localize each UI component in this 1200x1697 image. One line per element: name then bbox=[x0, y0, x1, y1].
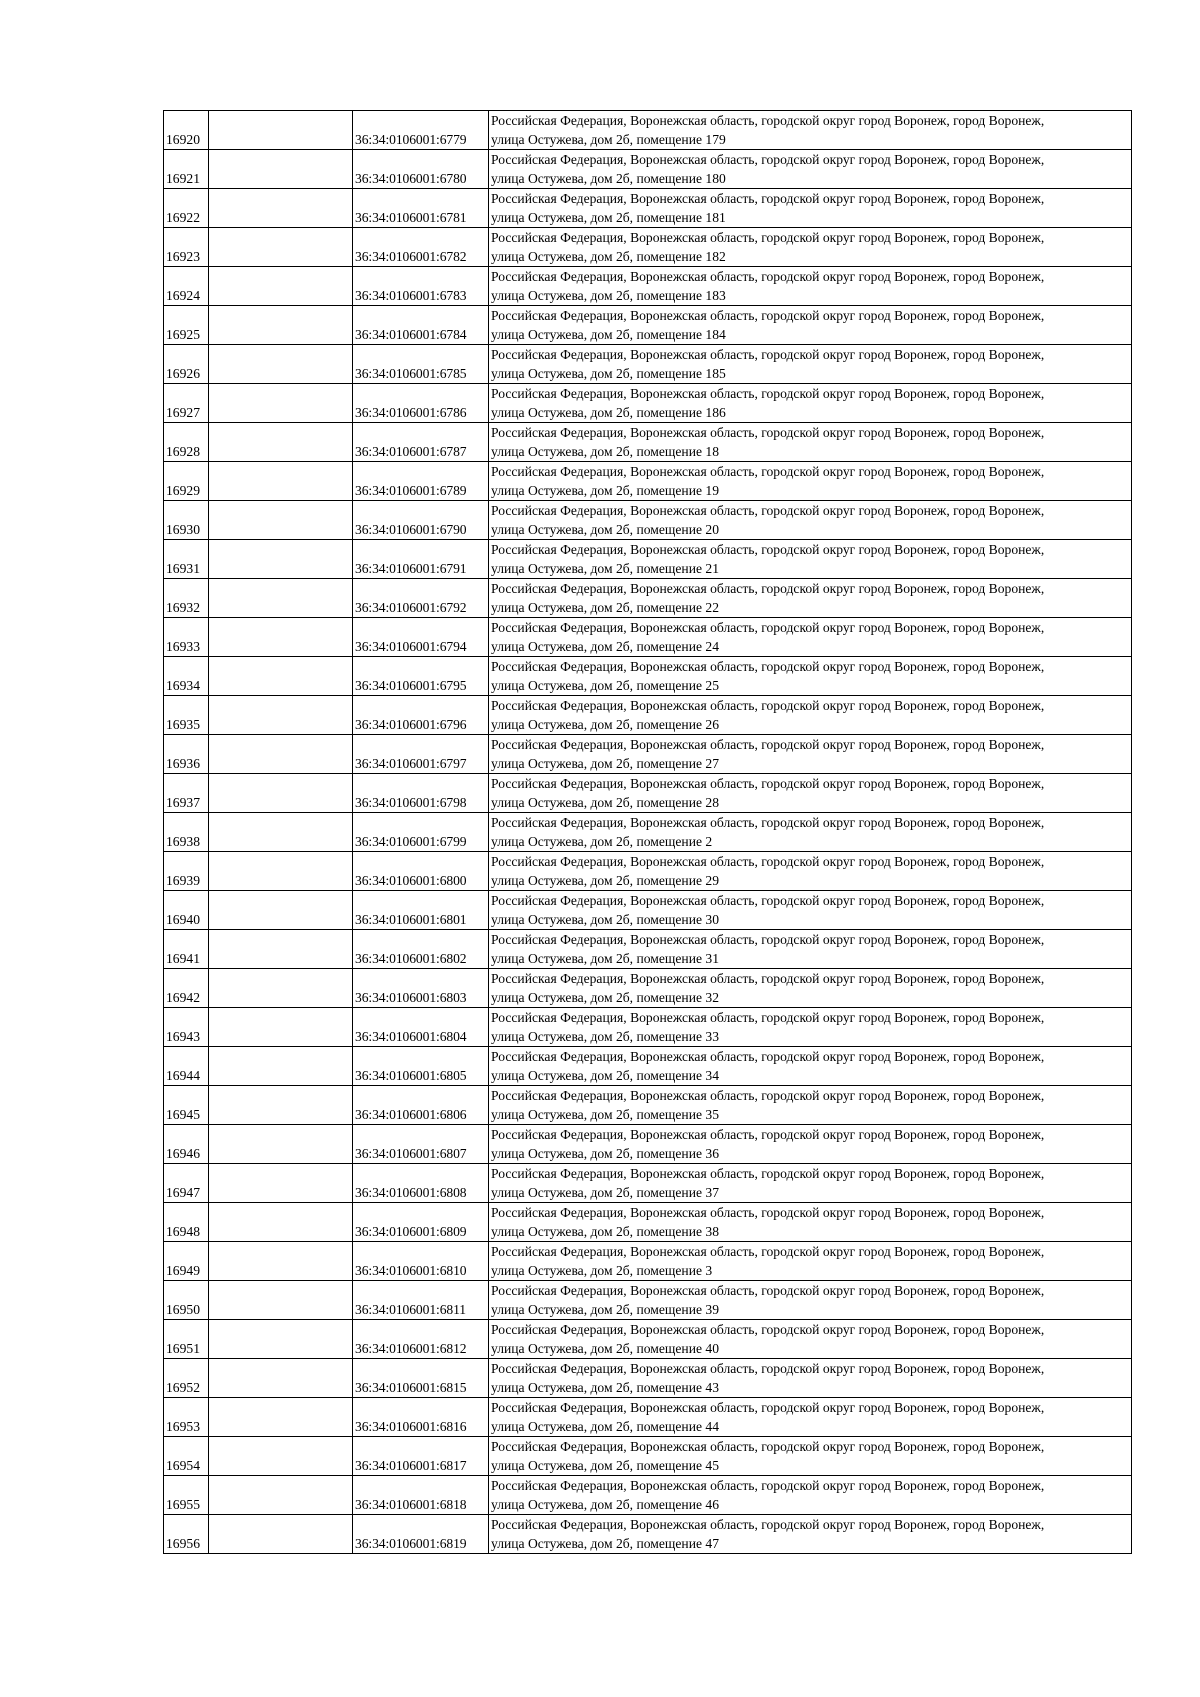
row-number: 16944 bbox=[164, 1047, 209, 1086]
cadastral-number: 36:34:0106001:6792 bbox=[353, 579, 489, 618]
cadastral-number: 36:34:0106001:6810 bbox=[353, 1242, 489, 1281]
address-line-street: улица Остужева, дом 2б, помещение 18 bbox=[491, 444, 719, 459]
address-line-region: Российская Федерация, Воронежская область, городской округ город Воронеж, город Воронеж, bbox=[491, 893, 1045, 908]
cadastral-number: 36:34:0106001:6797 bbox=[353, 735, 489, 774]
empty-cell bbox=[209, 618, 353, 657]
cadastral-number: 36:34:0106001:6804 bbox=[353, 1008, 489, 1047]
table-row bbox=[164, 1242, 1132, 1281]
address-line-street: улица Остужева, дом 2б, помещение 37 bbox=[491, 1185, 719, 1200]
table-row bbox=[164, 1047, 1132, 1086]
table-row bbox=[164, 1398, 1132, 1437]
empty-cell bbox=[209, 462, 353, 501]
address-line-region: Российская Федерация, Воронежская область, городской округ город Воронеж, город Воронеж, bbox=[491, 542, 1045, 557]
address-line-street: улица Остужева, дом 2б, помещение 28 bbox=[491, 795, 719, 810]
address-line-region: Российская Федерация, Воронежская область, городской округ город Воронеж, город Воронеж, bbox=[491, 347, 1045, 362]
address-line-region: Российская Федерация, Воронежская область, городской округ город Воронеж, город Воронеж, bbox=[491, 620, 1045, 635]
address-line-region: Российская Федерация, Воронежская область, городской округ город Воронеж, город Воронеж, bbox=[491, 386, 1045, 401]
table-row bbox=[164, 1320, 1132, 1359]
address-cell bbox=[489, 1320, 1132, 1359]
address-cell bbox=[489, 1203, 1132, 1242]
table-row bbox=[164, 306, 1132, 345]
table-row bbox=[164, 423, 1132, 462]
table-row bbox=[164, 891, 1132, 930]
empty-cell bbox=[209, 1515, 353, 1554]
address-line-street: улица Остужева, дом 2б, помещение 181 bbox=[491, 210, 726, 225]
address-line-region: Российская Федерация, Воронежская область, городской округ город Воронеж, город Воронеж, bbox=[491, 698, 1045, 713]
address-line-street: улица Остужева, дом 2б, помещение 2 bbox=[491, 834, 713, 849]
cadastral-number: 36:34:0106001:6819 bbox=[353, 1515, 489, 1554]
address-cell bbox=[489, 696, 1132, 735]
empty-cell bbox=[209, 384, 353, 423]
row-number: 16922 bbox=[164, 189, 209, 228]
table-row bbox=[164, 345, 1132, 384]
row-number: 16955 bbox=[164, 1476, 209, 1515]
address-line-street: улица Остужева, дом 2б, помещение 47 bbox=[491, 1536, 719, 1551]
address-line-region: Российская Федерация, Воронежская область, городской округ город Воронеж, город Воронеж, bbox=[491, 1322, 1045, 1337]
cadastral-number: 36:34:0106001:6818 bbox=[353, 1476, 489, 1515]
empty-cell bbox=[209, 696, 353, 735]
address-line-region: Российская Федерация, Воронежская область, городской округ город Воронеж, город Воронеж, bbox=[491, 581, 1045, 596]
address-cell bbox=[489, 306, 1132, 345]
table-row bbox=[164, 1437, 1132, 1476]
address-cell bbox=[489, 1515, 1132, 1554]
row-number: 16938 bbox=[164, 813, 209, 852]
cadastral-number: 36:34:0106001:6799 bbox=[353, 813, 489, 852]
address-cell bbox=[489, 618, 1132, 657]
cadastral-number: 36:34:0106001:6785 bbox=[353, 345, 489, 384]
address-line-region: Российская Федерация, Воронежская область, городской округ город Воронеж, город Воронеж, bbox=[491, 1400, 1045, 1415]
empty-cell bbox=[209, 1086, 353, 1125]
table-row bbox=[164, 501, 1132, 540]
row-number: 16930 bbox=[164, 501, 209, 540]
row-number: 16935 bbox=[164, 696, 209, 735]
cadastral-number: 36:34:0106001:6784 bbox=[353, 306, 489, 345]
address-line-street: улица Остужева, дом 2б, помещение 186 bbox=[491, 405, 726, 420]
address-line-region: Российская Федерация, Воронежская область, городской округ город Воронеж, город Воронеж, bbox=[491, 1517, 1045, 1532]
cadastral-number: 36:34:0106001:6780 bbox=[353, 150, 489, 189]
address-cell bbox=[489, 1086, 1132, 1125]
address-line-street: улица Остужева, дом 2б, помещение 25 bbox=[491, 678, 719, 693]
cadastral-number: 36:34:0106001:6816 bbox=[353, 1398, 489, 1437]
cadastral-number: 36:34:0106001:6812 bbox=[353, 1320, 489, 1359]
address-line-street: улица Остужева, дом 2б, помещение 21 bbox=[491, 561, 719, 576]
address-line-street: улица Остужева, дом 2б, помещение 39 bbox=[491, 1302, 719, 1317]
cadastral-number: 36:34:0106001:6795 bbox=[353, 657, 489, 696]
cadastral-number: 36:34:0106001:6790 bbox=[353, 501, 489, 540]
address-cell bbox=[489, 891, 1132, 930]
cadastral-number: 36:34:0106001:6794 bbox=[353, 618, 489, 657]
table-row bbox=[164, 774, 1132, 813]
cadastral-number: 36:34:0106001:6803 bbox=[353, 969, 489, 1008]
address-cell bbox=[489, 1008, 1132, 1047]
cadastral-number: 36:34:0106001:6796 bbox=[353, 696, 489, 735]
row-number: 16934 bbox=[164, 657, 209, 696]
address-line-region: Российская Федерация, Воронежская область, городской округ город Воронеж, город Воронеж, bbox=[491, 1361, 1045, 1376]
cadastral-number: 36:34:0106001:6787 bbox=[353, 423, 489, 462]
row-number: 16928 bbox=[164, 423, 209, 462]
address-line-region: Российская Федерация, Воронежская область, городской округ город Воронеж, город Воронеж, bbox=[491, 152, 1045, 167]
address-cell bbox=[489, 1125, 1132, 1164]
address-line-street: улица Остужева, дом 2б, помещение 35 bbox=[491, 1107, 719, 1122]
address-cell bbox=[489, 735, 1132, 774]
address-line-region: Российская Федерация, Воронежская область, городской округ город Воронеж, город Воронеж, bbox=[491, 1244, 1045, 1259]
address-line-region: Российская Федерация, Воронежская область, городской округ город Воронеж, город Воронеж, bbox=[491, 659, 1045, 674]
address-line-region: Российская Федерация, Воронежская область, городской округ город Воронеж, город Воронеж, bbox=[491, 1478, 1045, 1493]
row-number: 16951 bbox=[164, 1320, 209, 1359]
cadastral-number: 36:34:0106001:6817 bbox=[353, 1437, 489, 1476]
table-row bbox=[164, 852, 1132, 891]
address-line-region: Российская Федерация, Воронежская область, городской округ город Воронеж, город Воронеж, bbox=[491, 113, 1045, 128]
address-line-street: улица Остужева, дом 2б, помещение 184 bbox=[491, 327, 726, 342]
cadastral-number: 36:34:0106001:6800 bbox=[353, 852, 489, 891]
empty-cell bbox=[209, 1008, 353, 1047]
empty-cell bbox=[209, 891, 353, 930]
address-cell bbox=[489, 228, 1132, 267]
address-line-region: Российская Федерация, Воронежская область, городской округ город Воронеж, город Воронеж, bbox=[491, 1166, 1045, 1181]
cadastral-number: 36:34:0106001:6779 bbox=[353, 111, 489, 150]
address-cell bbox=[489, 1047, 1132, 1086]
row-number: 16950 bbox=[164, 1281, 209, 1320]
empty-cell bbox=[209, 969, 353, 1008]
address-line-region: Российская Федерация, Воронежская область, городской округ город Воронеж, город Воронеж, bbox=[491, 308, 1045, 323]
empty-cell bbox=[209, 579, 353, 618]
row-number: 16956 bbox=[164, 1515, 209, 1554]
address-cell bbox=[489, 852, 1132, 891]
table-row bbox=[164, 384, 1132, 423]
address-cell bbox=[489, 1242, 1132, 1281]
address-line-region: Российская Федерация, Воронежская область, городской округ город Воронеж, город Воронеж, bbox=[491, 191, 1045, 206]
address-line-region: Российская Федерация, Воронежская область, городской округ город Воронеж, город Воронеж, bbox=[491, 1205, 1045, 1220]
address-line-street: улица Остужева, дом 2б, помещение 44 bbox=[491, 1419, 719, 1434]
address-line-region: Российская Федерация, Воронежская область, городской округ город Воронеж, город Воронеж, bbox=[491, 932, 1045, 947]
address-cell bbox=[489, 267, 1132, 306]
table-row bbox=[164, 1086, 1132, 1125]
address-cell bbox=[489, 150, 1132, 189]
empty-cell bbox=[209, 150, 353, 189]
address-cell bbox=[489, 1164, 1132, 1203]
empty-cell bbox=[209, 930, 353, 969]
empty-cell bbox=[209, 306, 353, 345]
row-number: 16943 bbox=[164, 1008, 209, 1047]
table-row bbox=[164, 930, 1132, 969]
address-line-region: Российская Федерация, Воронежская область, городской округ город Воронеж, город Воронеж, bbox=[491, 425, 1045, 440]
empty-cell bbox=[209, 540, 353, 579]
empty-cell bbox=[209, 735, 353, 774]
address-cell bbox=[489, 1359, 1132, 1398]
empty-cell bbox=[209, 423, 353, 462]
address-line-region: Российская Федерация, Воронежская область, городской округ город Воронеж, город Воронеж, bbox=[491, 1127, 1045, 1142]
address-cell bbox=[489, 111, 1132, 150]
address-line-street: улица Остужева, дом 2б, помещение 40 bbox=[491, 1341, 719, 1356]
address-line-region: Российская Федерация, Воронежская область, городской округ город Воронеж, город Воронеж, bbox=[491, 776, 1045, 791]
empty-cell bbox=[209, 1203, 353, 1242]
row-number: 16942 bbox=[164, 969, 209, 1008]
address-line-street: улица Остужева, дом 2б, помещение 31 bbox=[491, 951, 719, 966]
row-number: 16926 bbox=[164, 345, 209, 384]
address-line-street: улица Остужева, дом 2б, помещение 33 bbox=[491, 1029, 719, 1044]
table-row bbox=[164, 1515, 1132, 1554]
row-number: 16945 bbox=[164, 1086, 209, 1125]
table-row bbox=[164, 1125, 1132, 1164]
address-line-region: Российская Федерация, Воронежская область, городской округ город Воронеж, город Воронеж, bbox=[491, 230, 1045, 245]
address-line-region: Российская Федерация, Воронежская область, городской округ город Воронеж, город Воронеж, bbox=[491, 971, 1045, 986]
row-number: 16946 bbox=[164, 1125, 209, 1164]
row-number: 16941 bbox=[164, 930, 209, 969]
empty-cell bbox=[209, 1242, 353, 1281]
empty-cell bbox=[209, 1047, 353, 1086]
table-row bbox=[164, 150, 1132, 189]
address-line-street: улица Остужева, дом 2б, помещение 36 bbox=[491, 1146, 719, 1161]
empty-cell bbox=[209, 1281, 353, 1320]
table-row bbox=[164, 618, 1132, 657]
address-line-street: улица Остужева, дом 2б, помещение 179 bbox=[491, 132, 726, 147]
address-line-street: улица Остужева, дом 2б, помещение 185 bbox=[491, 366, 726, 381]
address-cell bbox=[489, 189, 1132, 228]
cadastral-number: 36:34:0106001:6786 bbox=[353, 384, 489, 423]
cadastral-number: 36:34:0106001:6807 bbox=[353, 1125, 489, 1164]
address-line-street: улица Остужева, дом 2б, помещение 46 bbox=[491, 1497, 719, 1512]
address-cell bbox=[489, 462, 1132, 501]
row-number: 16940 bbox=[164, 891, 209, 930]
row-number: 16932 bbox=[164, 579, 209, 618]
address-line-region: Российская Федерация, Воронежская область, городской округ город Воронеж, город Воронеж, bbox=[491, 854, 1045, 869]
address-cell bbox=[489, 969, 1132, 1008]
address-line-street: улица Остужева, дом 2б, помещение 38 bbox=[491, 1224, 719, 1239]
address-line-street: улица Остужева, дом 2б, помещение 180 bbox=[491, 171, 726, 186]
row-number: 16925 bbox=[164, 306, 209, 345]
address-cell bbox=[489, 813, 1132, 852]
address-line-region: Российская Федерация, Воронежская область, городской округ город Воронеж, город Воронеж, bbox=[491, 815, 1045, 830]
address-line-region: Российская Федерация, Воронежская область, городской округ город Воронеж, город Воронеж, bbox=[491, 269, 1045, 284]
address-line-region: Российская Федерация, Воронежская область, городской округ город Воронеж, город Воронеж, bbox=[491, 1088, 1045, 1103]
table-row bbox=[164, 696, 1132, 735]
empty-cell bbox=[209, 1398, 353, 1437]
table-row bbox=[164, 579, 1132, 618]
address-line-street: улица Остужева, дом 2б, помещение 27 bbox=[491, 756, 719, 771]
row-number: 16933 bbox=[164, 618, 209, 657]
address-cell bbox=[489, 1398, 1132, 1437]
table-row bbox=[164, 969, 1132, 1008]
row-number: 16927 bbox=[164, 384, 209, 423]
address-line-street: улица Остужева, дом 2б, помещение 29 bbox=[491, 873, 719, 888]
table-row bbox=[164, 735, 1132, 774]
address-line-street: улица Остужева, дом 2б, помещение 19 bbox=[491, 483, 719, 498]
address-line-street: улица Остужева, дом 2б, помещение 32 bbox=[491, 990, 719, 1005]
cadastral-number: 36:34:0106001:6789 bbox=[353, 462, 489, 501]
empty-cell bbox=[209, 189, 353, 228]
property-registry-table bbox=[163, 110, 1132, 1554]
address-line-street: улица Остужева, дом 2б, помещение 26 bbox=[491, 717, 719, 732]
row-number: 16947 bbox=[164, 1164, 209, 1203]
row-number: 16954 bbox=[164, 1437, 209, 1476]
table-row bbox=[164, 1008, 1132, 1047]
table-row bbox=[164, 1164, 1132, 1203]
empty-cell bbox=[209, 501, 353, 540]
address-line-street: улица Остужева, дом 2б, помещение 43 bbox=[491, 1380, 719, 1395]
empty-cell bbox=[209, 1320, 353, 1359]
cadastral-number: 36:34:0106001:6798 bbox=[353, 774, 489, 813]
table-row bbox=[164, 1476, 1132, 1515]
cadastral-number: 36:34:0106001:6791 bbox=[353, 540, 489, 579]
cadastral-number: 36:34:0106001:6782 bbox=[353, 228, 489, 267]
address-line-street: улица Остужева, дом 2б, помещение 22 bbox=[491, 600, 719, 615]
cadastral-number: 36:34:0106001:6811 bbox=[353, 1281, 489, 1320]
address-line-region: Российская Федерация, Воронежская область, городской округ город Воронеж, город Воронеж, bbox=[491, 737, 1045, 752]
empty-cell bbox=[209, 852, 353, 891]
empty-cell bbox=[209, 813, 353, 852]
registry-table-body bbox=[164, 111, 1132, 1554]
row-number: 16936 bbox=[164, 735, 209, 774]
table-row bbox=[164, 1203, 1132, 1242]
address-line-region: Российская Федерация, Воронежская область, городской округ город Воронеж, город Воронеж, bbox=[491, 1439, 1045, 1454]
empty-cell bbox=[209, 1359, 353, 1398]
address-line-region: Российская Федерация, Воронежская область, городской округ город Воронеж, город Воронеж, bbox=[491, 1283, 1045, 1298]
table-row bbox=[164, 462, 1132, 501]
address-line-street: улица Остужева, дом 2б, помещение 45 bbox=[491, 1458, 719, 1473]
row-number: 16920 bbox=[164, 111, 209, 150]
address-line-street: улица Остужева, дом 2б, помещение 183 bbox=[491, 288, 726, 303]
address-cell bbox=[489, 1281, 1132, 1320]
address-line-street: улица Остужева, дом 2б, помещение 30 bbox=[491, 912, 719, 927]
row-number: 16931 bbox=[164, 540, 209, 579]
table-row bbox=[164, 111, 1132, 150]
address-line-region: Российская Федерация, Воронежская область, городской округ город Воронеж, город Воронеж, bbox=[491, 1049, 1045, 1064]
address-cell bbox=[489, 501, 1132, 540]
address-cell bbox=[489, 657, 1132, 696]
row-number: 16924 bbox=[164, 267, 209, 306]
table-row bbox=[164, 1359, 1132, 1398]
cadastral-number: 36:34:0106001:6783 bbox=[353, 267, 489, 306]
empty-cell bbox=[209, 111, 353, 150]
row-number: 16923 bbox=[164, 228, 209, 267]
address-cell bbox=[489, 540, 1132, 579]
cadastral-number: 36:34:0106001:6808 bbox=[353, 1164, 489, 1203]
cadastral-number: 36:34:0106001:6801 bbox=[353, 891, 489, 930]
address-line-region: Российская Федерация, Воронежская область, городской округ город Воронеж, город Воронеж, bbox=[491, 503, 1045, 518]
cadastral-number: 36:34:0106001:6802 bbox=[353, 930, 489, 969]
row-number: 16953 bbox=[164, 1398, 209, 1437]
empty-cell bbox=[209, 1125, 353, 1164]
table-row bbox=[164, 267, 1132, 306]
empty-cell bbox=[209, 1437, 353, 1476]
address-line-street: улица Остужева, дом 2б, помещение 182 bbox=[491, 249, 726, 264]
address-line-region: Российская Федерация, Воронежская область, городской округ город Воронеж, город Воронеж, bbox=[491, 464, 1045, 479]
cadastral-number: 36:34:0106001:6806 bbox=[353, 1086, 489, 1125]
row-number: 16937 bbox=[164, 774, 209, 813]
row-number: 16948 bbox=[164, 1203, 209, 1242]
row-number: 16921 bbox=[164, 150, 209, 189]
cadastral-number: 36:34:0106001:6781 bbox=[353, 189, 489, 228]
row-number: 16929 bbox=[164, 462, 209, 501]
table-row bbox=[164, 1281, 1132, 1320]
address-cell bbox=[489, 384, 1132, 423]
empty-cell bbox=[209, 228, 353, 267]
address-line-region: Российская Федерация, Воронежская область, городской округ город Воронеж, город Воронеж, bbox=[491, 1010, 1045, 1025]
empty-cell bbox=[209, 657, 353, 696]
row-number: 16952 bbox=[164, 1359, 209, 1398]
address-cell bbox=[489, 423, 1132, 462]
cadastral-number: 36:34:0106001:6809 bbox=[353, 1203, 489, 1242]
cadastral-number: 36:34:0106001:6805 bbox=[353, 1047, 489, 1086]
address-line-street: улица Остужева, дом 2б, помещение 3 bbox=[491, 1263, 713, 1278]
address-line-street: улица Остужева, дом 2б, помещение 20 bbox=[491, 522, 719, 537]
table-row bbox=[164, 813, 1132, 852]
address-cell bbox=[489, 1476, 1132, 1515]
table-row bbox=[164, 228, 1132, 267]
empty-cell bbox=[209, 774, 353, 813]
empty-cell bbox=[209, 345, 353, 384]
empty-cell bbox=[209, 1164, 353, 1203]
address-cell bbox=[489, 345, 1132, 384]
table-row bbox=[164, 189, 1132, 228]
empty-cell bbox=[209, 1476, 353, 1515]
table-row bbox=[164, 540, 1132, 579]
address-line-street: улица Остужева, дом 2б, помещение 34 bbox=[491, 1068, 719, 1083]
address-cell bbox=[489, 1437, 1132, 1476]
table-row bbox=[164, 657, 1132, 696]
address-cell bbox=[489, 930, 1132, 969]
row-number: 16949 bbox=[164, 1242, 209, 1281]
empty-cell bbox=[209, 267, 353, 306]
row-number: 16939 bbox=[164, 852, 209, 891]
cadastral-number: 36:34:0106001:6815 bbox=[353, 1359, 489, 1398]
address-cell bbox=[489, 579, 1132, 618]
address-cell bbox=[489, 774, 1132, 813]
address-line-street: улица Остужева, дом 2б, помещение 24 bbox=[491, 639, 719, 654]
